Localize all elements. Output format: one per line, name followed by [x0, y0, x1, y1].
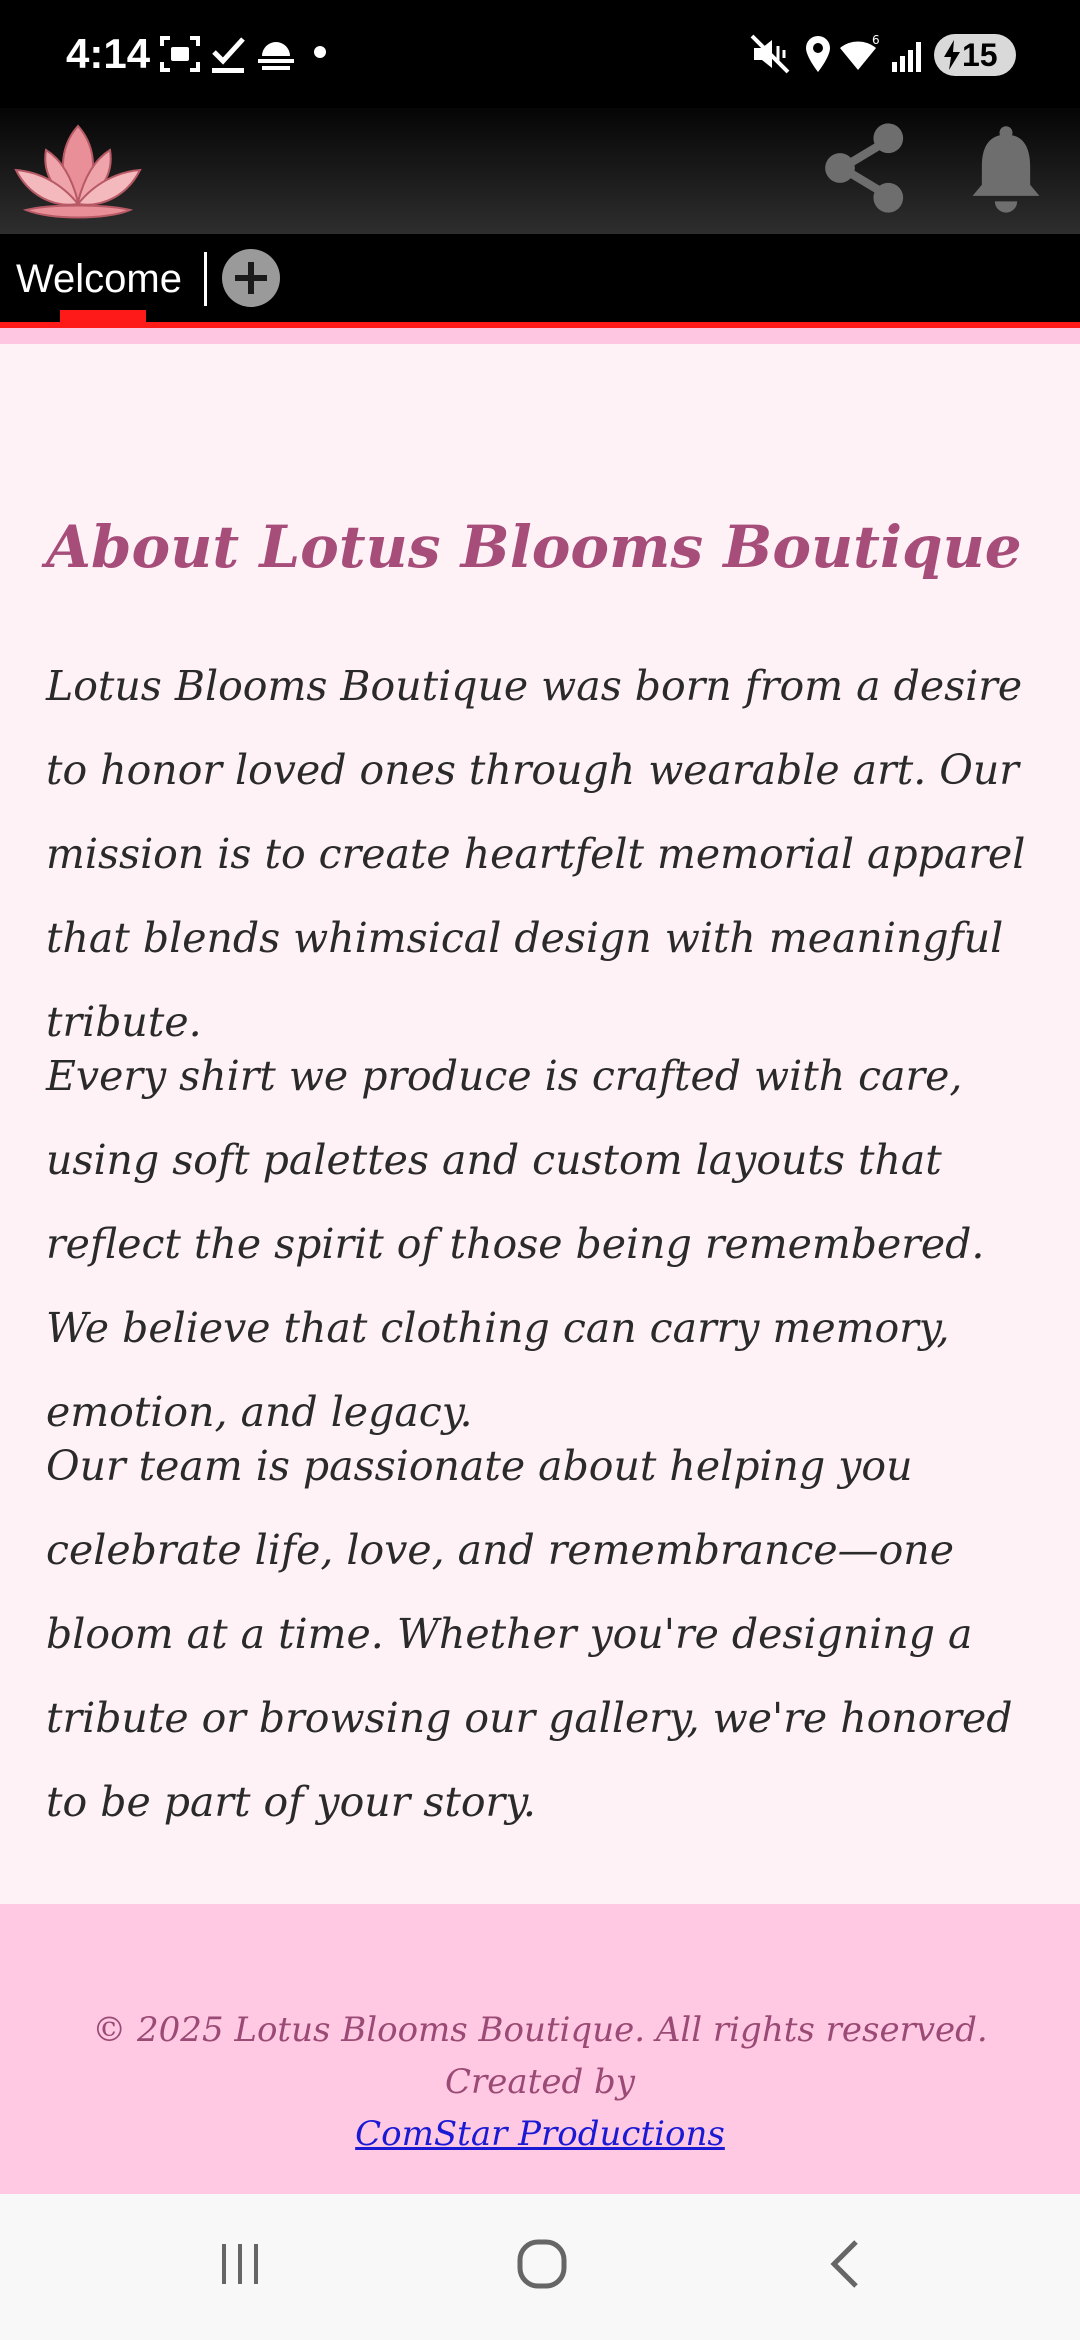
notification-button[interactable]	[950, 112, 1062, 224]
tab-welcome-label: Welcome	[16, 257, 182, 301]
status-bar	[0, 0, 1080, 108]
screenshot-icon	[158, 32, 202, 76]
back-button[interactable]	[786, 2214, 906, 2314]
weather-cloud-icon	[254, 32, 298, 76]
share-icon	[814, 116, 918, 220]
system-nav-bar	[0, 2194, 1080, 2340]
home-button[interactable]	[482, 2214, 602, 2314]
app-bar	[0, 108, 1080, 234]
footer-text	[30, 2004, 1050, 2160]
page-title: About Lotus Blooms Boutique	[46, 513, 1022, 581]
plus-circle-icon	[221, 248, 281, 308]
comstar-productions-link[interactable]: ComStar Productions	[355, 2114, 725, 2154]
share-button[interactable]	[810, 112, 922, 224]
tab-welcome[interactable]	[0, 234, 200, 322]
about-section	[0, 344, 1080, 1904]
recent-apps-icon	[210, 2234, 270, 2294]
about-paragraph-craft: Every shirt we produce is crafted with care, using soft palettes and custom layouts that reflect the spirit of those being remembered. We believe that clothing can carry memory, emotion, and legacy.	[46, 1052, 985, 1436]
wifi-6-icon	[838, 32, 882, 76]
home-icon	[512, 2234, 572, 2294]
tab-divider	[204, 252, 207, 306]
location-icon	[796, 32, 840, 76]
signal-bars-icon	[888, 32, 932, 76]
notification-bell-icon	[954, 116, 1058, 220]
mute-vibrate-icon	[748, 32, 792, 76]
tab-selected-indicator	[60, 310, 146, 326]
status-time: 4:14	[66, 30, 151, 77]
header-accent-strip	[0, 328, 1080, 344]
recent-apps-button[interactable]	[180, 2214, 300, 2314]
task-done-icon	[208, 32, 252, 76]
about-paragraph-mission: Lotus Blooms Boutique was born from a desire to honor loved ones through wearable art. Our mission is to create heartfelt memorial apparel that blends whimsical design with meaningful tribute.	[46, 662, 1026, 1046]
footer	[0, 1904, 1080, 2194]
svg-text:6: 6	[872, 33, 880, 47]
add-tab-button[interactable]	[221, 248, 281, 308]
notification-dot-icon	[312, 44, 328, 60]
back-icon	[816, 2234, 876, 2294]
lotus-logo	[6, 116, 150, 228]
battery-level: 15	[962, 37, 998, 73]
copyright-text: © 2025 Lotus Blooms Boutique. All rights reserved. Created by	[92, 2010, 988, 2102]
battery-charging-icon	[934, 34, 1016, 76]
about-paragraph-team: Our team is passionate about helping you celebrate life, love, and remembrance—one bloom at a time. Whether you're designing a tribute or browsing our gallery, we're honored to be part of your story.	[46, 1442, 1013, 1826]
tab-bar	[0, 234, 1080, 328]
